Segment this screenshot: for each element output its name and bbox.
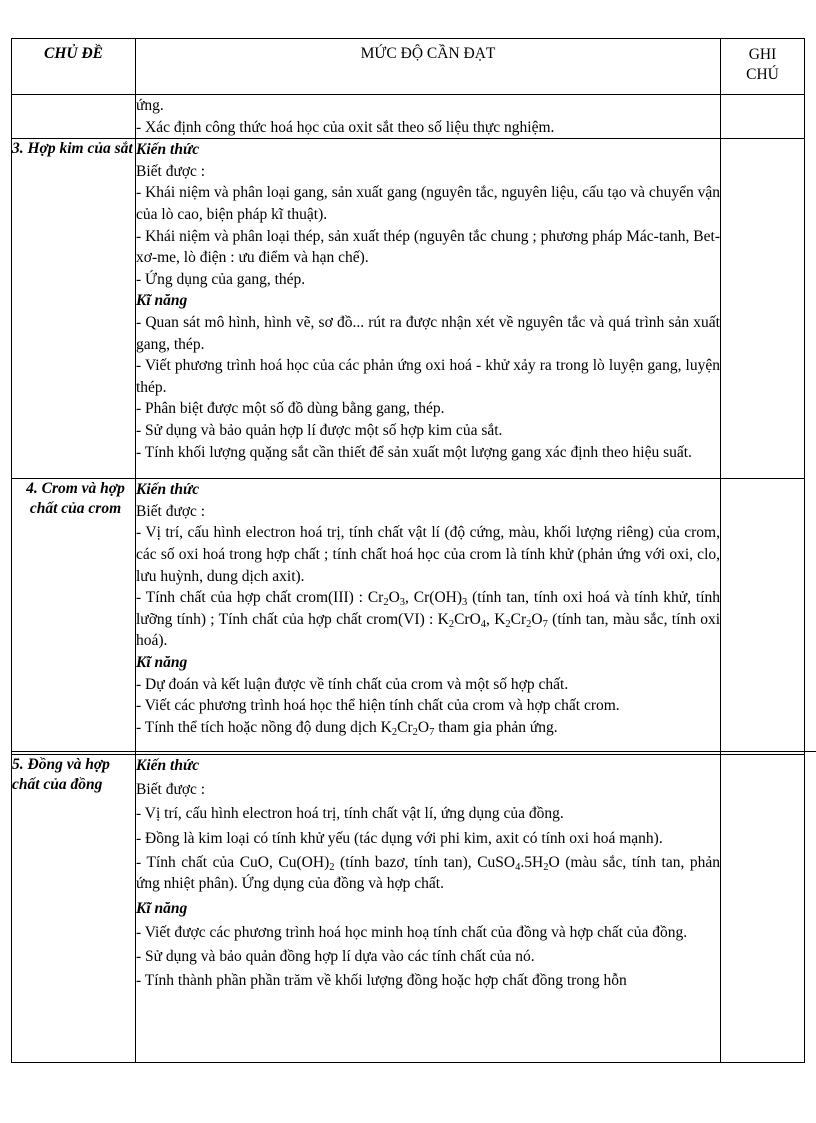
knowledge-heading: Kiến thức bbox=[136, 481, 200, 499]
skill-item: - Viết được các phương trình hoá học minh hoạ tính chất của đồng và hợp chất của đồng. bbox=[136, 923, 688, 941]
knowledge-item: - Tính chất của CuO, $Cu(OH)_2$ (tính bazơ, tính tan), $CuSO_4.5H_2O$ (màu sắc, tính tan, phản ứng nhiệt phân). Ứng dụng của đồng và hợp chất. bbox=[136, 853, 721, 893]
curriculum-table-part-2 bbox=[11, 754, 805, 1063]
knowledge-item: - Khái niệm và phân loại gang, sản xuất gang (nguyên tắc, nguyên liệu, cấu tạo và chuyển vận của lò cao, biện pháp kĩ thuật). bbox=[136, 184, 720, 223]
topic-cell: 3. Hợp kim của sắt bbox=[12, 139, 136, 479]
skill-item: - Sử dụng và bảo quản hợp lí được một số hợp kim của sắt. bbox=[136, 421, 503, 439]
skill-item: - Viết phương trình hoá học của các phản ứng oxi hoá - khử xảy ra trong lò luyện gang, luyện thép. bbox=[136, 357, 720, 396]
topic-cell: 4. Crom và hợp chất của crom bbox=[12, 479, 136, 755]
header-requirement-level: MỨC ĐỘ CẦN ĐẠT bbox=[136, 39, 721, 95]
knowledge-heading: Kiến thức bbox=[136, 757, 200, 774]
notes-cell bbox=[721, 755, 805, 1063]
skill-item: - Tính thể tích hoặc nồng độ dung dịch $K_2Cr_2O_7$ tham gia phản ứng. bbox=[136, 718, 558, 738]
curriculum-table-part-1 bbox=[11, 38, 805, 755]
knowledge-item: - Vị trí, cấu hình electron hoá trị, tính chất vật lí, ứng dụng của đồng. bbox=[136, 805, 564, 823]
notes-cell bbox=[721, 479, 805, 755]
knowledge-item: - Đồng là kim loại có tính khử yếu (tác dụng với phi kim, axit có tính oxi hoá mạnh). bbox=[136, 829, 663, 847]
header-notes-line2: CHÚ bbox=[746, 66, 779, 83]
table-row-iron-alloys bbox=[12, 139, 805, 479]
notes-cell bbox=[721, 95, 805, 139]
section-divider-line bbox=[11, 751, 816, 752]
knowledge-item: - Ứng dụng của gang, thép. bbox=[136, 270, 306, 288]
skills-heading: Kĩ năng bbox=[136, 899, 188, 917]
skills-heading: Kĩ năng bbox=[136, 653, 188, 671]
skill-item: - Phân biệt được một số đồ dùng bằng gang, thép. bbox=[136, 400, 445, 418]
knowledge-intro: Biết được : bbox=[136, 781, 206, 799]
skill-item: - Dự đoán và kết luận được về tính chất của crom và một số hợp chất. bbox=[136, 675, 569, 693]
skill-item: - Quan sát mô hình, hình vẽ, sơ đồ... rút ra được nhận xét về nguyên tắc và quá trình sản xuất gang, thép. bbox=[136, 313, 720, 353]
topic-cell-empty bbox=[12, 95, 136, 139]
table-row-copper bbox=[12, 755, 805, 1063]
table-row-chromium bbox=[12, 479, 805, 755]
knowledge-item: - Tính chất của hợp chất crom(III) : $Cr_2O_3$, $Cr(OH)_3$ (tính tan, tính oxi hoá và tính khử, tính lưỡng tính) ; Tính chất của hợp chất crom(VI) : $K_2CrO_4$, $K_2Cr_2O_7$ (tính tan, màu sắc, tính oxi hoá). bbox=[136, 589, 721, 650]
header-topic: CHỦ ĐỀ bbox=[12, 39, 136, 95]
knowledge-intro: Biết được : bbox=[136, 502, 206, 520]
knowledge-item: - Khái niệm và phân loại thép, sản xuất thép (nguyên tắc chung ; phương pháp Mác-tanh, Bet-xơ-me, lò điện : ưu điểm và hạn chế). bbox=[136, 227, 720, 267]
content-line: - Xác định công thức hoá học của oxit sắt theo số liệu thực nghiệm. bbox=[136, 118, 555, 136]
notes-cell bbox=[721, 139, 805, 479]
topic-cell: 5. Đồng và hợp chất của đồng bbox=[12, 755, 136, 1063]
table-header-row bbox=[12, 39, 805, 95]
knowledge-item: - Vị trí, cấu hình electron hoá trị, tính chất vật lí (độ cứng, màu, khối lượng riêng) của crom, các số oxi hoá trong hợp chất ; tính chất hoá học của crom là tính khử (phản ứng với oxi, clo, lưu huỳnh, dung dịch axit). bbox=[136, 524, 720, 585]
content-cell bbox=[136, 755, 721, 1063]
skill-item: - Viết các phương trình hoá học thể hiện tính chất của crom và hợp chất crom. bbox=[136, 697, 620, 715]
content-line: ứng. bbox=[136, 97, 164, 114]
skill-item: - Tính khối lượng quặng sắt cần thiết để sản xuất một lượng gang xác định theo hiệu suất. bbox=[136, 443, 692, 461]
table-row-continuation bbox=[12, 95, 805, 139]
header-notes-line1: GHI bbox=[748, 46, 777, 63]
knowledge-heading: Kiến thức bbox=[136, 141, 200, 159]
knowledge-intro: Biết được : bbox=[136, 162, 206, 180]
content-cell bbox=[136, 479, 721, 755]
skill-item: - Sử dụng và bảo quản đồng hợp lí dựa vào các tính chất của nó. bbox=[136, 947, 535, 965]
content-cell bbox=[136, 139, 721, 479]
content-cell bbox=[136, 95, 721, 139]
header-notes bbox=[721, 39, 805, 95]
skill-item: - Tính thành phần phần trăm về khối lượng đồng hoặc hợp chất đồng trong hỗn bbox=[136, 972, 627, 990]
skills-heading: Kĩ năng bbox=[136, 292, 188, 310]
